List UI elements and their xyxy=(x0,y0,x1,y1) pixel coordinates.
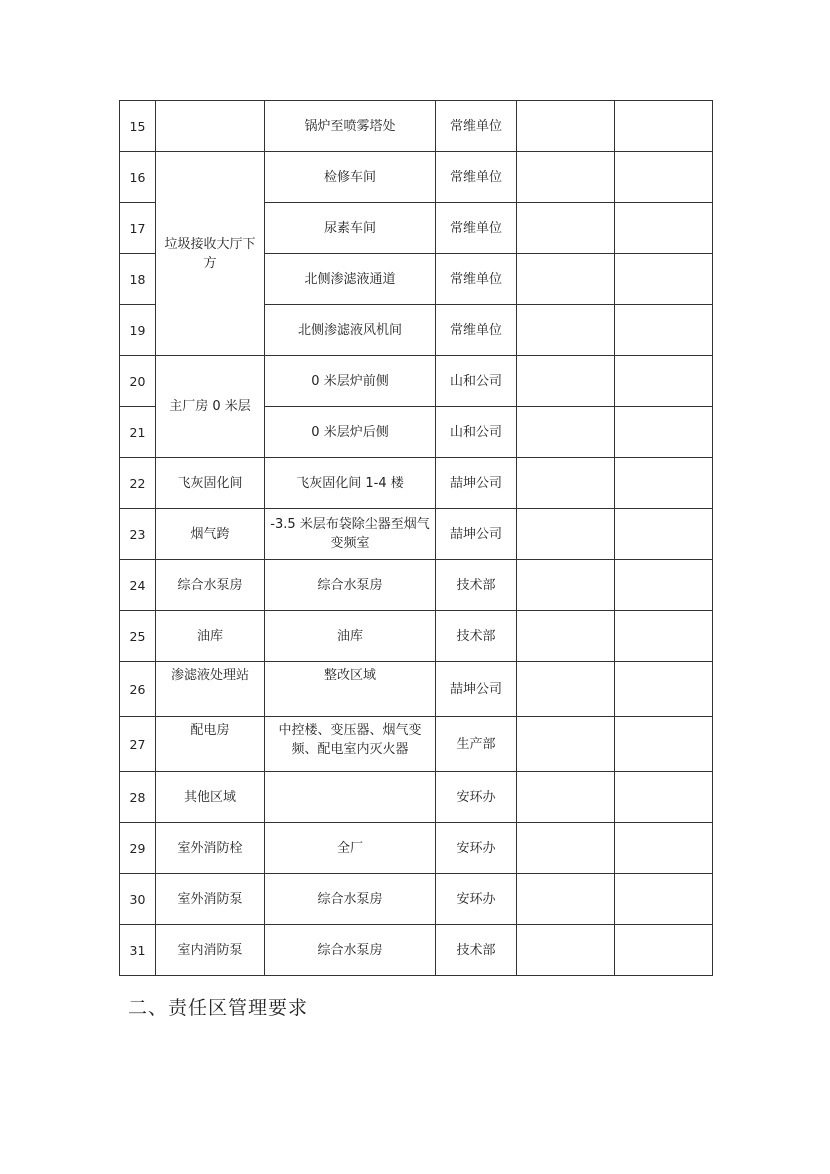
location-cell: 综合水泵房 xyxy=(265,925,436,976)
empty-cell xyxy=(517,717,615,772)
empty-cell xyxy=(517,560,615,611)
location-cell: -3.5 米层布袋除尘器至烟气变频室 xyxy=(265,509,436,560)
table-row xyxy=(120,101,713,152)
row-number: 31 xyxy=(120,925,156,976)
unit-cell: 常维单位 xyxy=(436,305,517,356)
row-number: 26 xyxy=(120,662,156,717)
row-number: 22 xyxy=(120,458,156,509)
table-row xyxy=(120,611,713,662)
empty-cell xyxy=(615,203,713,254)
row-number: 27 xyxy=(120,717,156,772)
unit-cell: 常维单位 xyxy=(436,101,517,152)
location-cell: 锅炉至喷雾塔处 xyxy=(265,101,436,152)
empty-cell xyxy=(517,925,615,976)
row-number: 24 xyxy=(120,560,156,611)
area-cell xyxy=(156,101,265,152)
location-cell: 整改区域 xyxy=(265,662,436,717)
responsibility-table xyxy=(119,100,713,976)
unit-cell: 安环办 xyxy=(436,823,517,874)
empty-cell xyxy=(615,874,713,925)
area-cell: 室外消防泵 xyxy=(156,874,265,925)
empty-cell xyxy=(615,925,713,976)
table-row xyxy=(120,560,713,611)
empty-cell xyxy=(615,356,713,407)
row-number: 21 xyxy=(120,407,156,458)
area-cell: 综合水泵房 xyxy=(156,560,265,611)
row-number: 17 xyxy=(120,203,156,254)
empty-cell xyxy=(615,152,713,203)
empty-cell xyxy=(615,662,713,717)
empty-cell xyxy=(615,560,713,611)
unit-cell: 喆坤公司 xyxy=(436,509,517,560)
location-cell: 综合水泵房 xyxy=(265,874,436,925)
area-cell: 室外消防栓 xyxy=(156,823,265,874)
area-cell: 垃圾接收大厅下方 xyxy=(156,152,265,356)
location-cell: 北侧渗滤液风机间 xyxy=(265,305,436,356)
table-row xyxy=(120,152,713,203)
table-row xyxy=(120,662,713,717)
empty-cell xyxy=(615,772,713,823)
row-number: 18 xyxy=(120,254,156,305)
area-cell: 油库 xyxy=(156,611,265,662)
table-row xyxy=(120,717,713,772)
table-row xyxy=(120,356,713,407)
empty-cell xyxy=(517,407,615,458)
table-row xyxy=(120,458,713,509)
section-heading: 二、责任区管理要求 xyxy=(128,997,309,1019)
empty-cell xyxy=(517,152,615,203)
unit-cell: 喆坤公司 xyxy=(436,458,517,509)
row-number: 25 xyxy=(120,611,156,662)
location-cell: 综合水泵房 xyxy=(265,560,436,611)
table-row xyxy=(120,823,713,874)
empty-cell xyxy=(615,254,713,305)
table-row xyxy=(120,874,713,925)
location-cell: 0 米层炉前侧 xyxy=(265,356,436,407)
empty-cell xyxy=(517,823,615,874)
unit-cell: 技术部 xyxy=(436,925,517,976)
unit-cell: 生产部 xyxy=(436,717,517,772)
empty-cell xyxy=(615,458,713,509)
unit-cell: 山和公司 xyxy=(436,407,517,458)
location-cell: 飞灰固化间 1-4 楼 xyxy=(265,458,436,509)
unit-cell: 安环办 xyxy=(436,874,517,925)
empty-cell xyxy=(615,717,713,772)
empty-cell xyxy=(517,611,615,662)
empty-cell xyxy=(517,458,615,509)
row-number: 19 xyxy=(120,305,156,356)
area-cell: 主厂房 0 米层 xyxy=(156,356,265,458)
location-cell: 全厂 xyxy=(265,823,436,874)
empty-cell xyxy=(615,101,713,152)
unit-cell: 安环办 xyxy=(436,772,517,823)
row-number: 20 xyxy=(120,356,156,407)
empty-cell xyxy=(517,356,615,407)
area-cell: 配电房 xyxy=(156,717,265,772)
unit-cell: 山和公司 xyxy=(436,356,517,407)
row-number: 28 xyxy=(120,772,156,823)
empty-cell xyxy=(517,101,615,152)
area-cell: 烟气跨 xyxy=(156,509,265,560)
area-cell: 渗滤液处理站 xyxy=(156,662,265,717)
empty-cell xyxy=(517,662,615,717)
unit-cell: 常维单位 xyxy=(436,203,517,254)
unit-cell: 常维单位 xyxy=(436,254,517,305)
empty-cell xyxy=(517,772,615,823)
empty-cell xyxy=(615,407,713,458)
empty-cell xyxy=(517,203,615,254)
empty-cell xyxy=(517,509,615,560)
location-cell: 油库 xyxy=(265,611,436,662)
location-cell: 中控楼、变压器、烟气变频、配电室内灭火器 xyxy=(265,717,436,772)
empty-cell xyxy=(517,254,615,305)
empty-cell xyxy=(615,611,713,662)
location-cell: 尿素车间 xyxy=(265,203,436,254)
area-cell: 其他区域 xyxy=(156,772,265,823)
empty-cell xyxy=(615,305,713,356)
table-row xyxy=(120,509,713,560)
table-row xyxy=(120,925,713,976)
row-number: 16 xyxy=(120,152,156,203)
unit-cell: 技术部 xyxy=(436,611,517,662)
row-number: 23 xyxy=(120,509,156,560)
unit-cell: 喆坤公司 xyxy=(436,662,517,717)
location-cell: 北侧渗滤液通道 xyxy=(265,254,436,305)
unit-cell: 常维单位 xyxy=(436,152,517,203)
table-row xyxy=(120,772,713,823)
location-cell: 0 米层炉后侧 xyxy=(265,407,436,458)
row-number: 30 xyxy=(120,874,156,925)
unit-cell: 技术部 xyxy=(436,560,517,611)
location-cell: 检修车间 xyxy=(265,152,436,203)
area-cell: 飞灰固化间 xyxy=(156,458,265,509)
row-number: 29 xyxy=(120,823,156,874)
location-cell xyxy=(265,772,436,823)
empty-cell xyxy=(517,874,615,925)
row-number: 15 xyxy=(120,101,156,152)
area-cell: 室内消防泵 xyxy=(156,925,265,976)
empty-cell xyxy=(615,509,713,560)
empty-cell xyxy=(615,823,713,874)
empty-cell xyxy=(517,305,615,356)
